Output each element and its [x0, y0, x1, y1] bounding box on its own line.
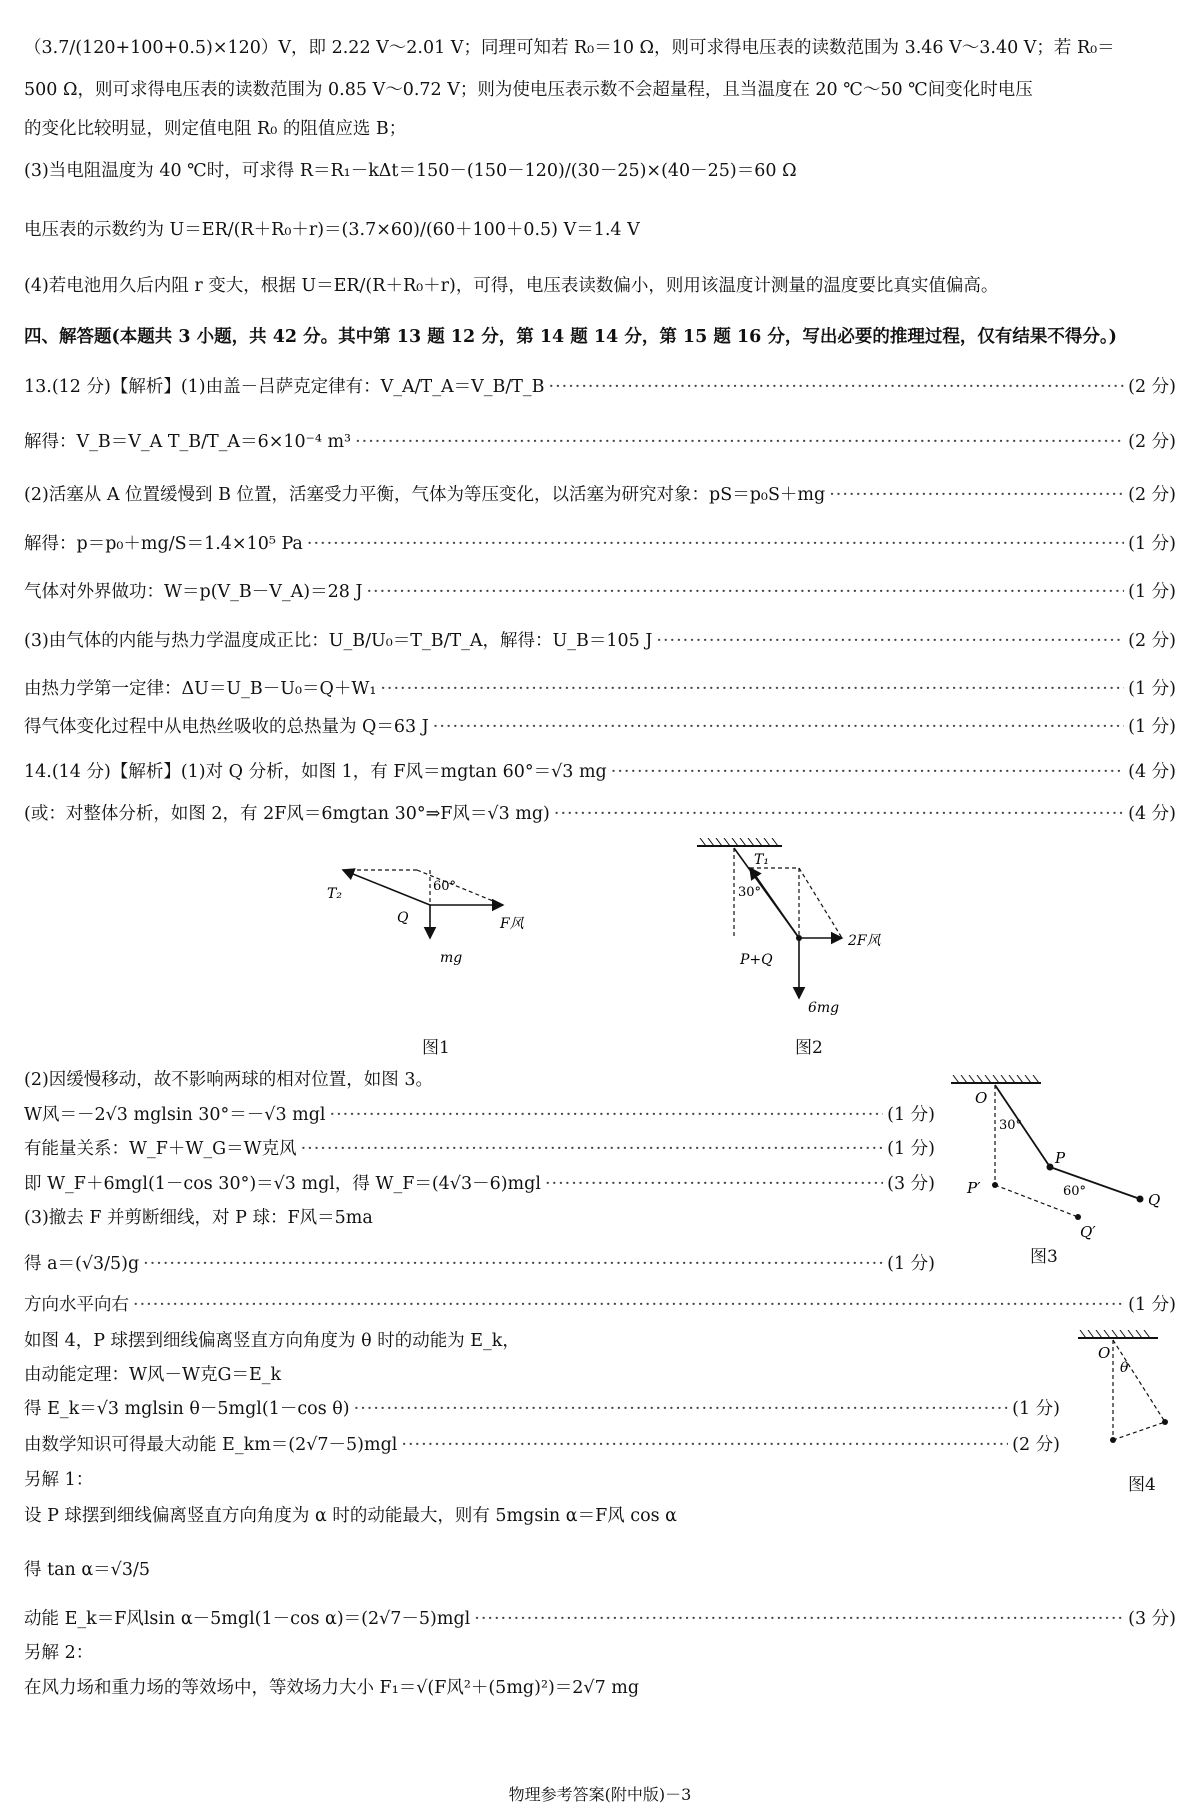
fig1-label-q: Q: [397, 910, 409, 926]
fig1-label-t2: T₂: [327, 886, 342, 902]
fig3-label-angle1: 30°: [999, 1118, 1023, 1133]
answer-text: 得气体变化过程中从电热丝吸收的总热量为 Q＝63 J: [24, 717, 429, 737]
fig3-label-o: O: [975, 1089, 988, 1107]
text-line: 另解 2：: [24, 1643, 94, 1663]
answer-text: 解得：p＝p₀＋mg/S＝1.4×10⁵ Pa: [24, 534, 303, 554]
fig4-label-o: O: [1098, 1344, 1111, 1362]
answer-text: 得 E_k＝√3 mglsin θ－5mgl(1－cos θ): [24, 1399, 350, 1419]
score: (1 分): [1128, 1295, 1176, 1315]
section-heading: 四、解答题(本题共 3 小题，共 42 分。其中第 13 题 12 分，第 14 题 14 分，第 15 题 16 分，写出必要的推理过程，仅有结果不得分。): [24, 327, 1117, 347]
fig1-label-mg: mg: [440, 950, 463, 966]
text-line: (2)因缓慢移动，故不影响两球的相对位置，如图 3。: [24, 1070, 433, 1090]
figure-2-caption: 图2: [795, 1038, 823, 1058]
answer-text: 由热力学第一定律：ΔU＝U_B－U₀＝Q＋W₁: [24, 679, 377, 699]
answer-line: [24, 633, 1176, 651]
answer-line: [24, 1176, 935, 1194]
answer-text: (或：对整体分析，如图 2，有 2F风＝6mgtan 30°⇒F风＝√3 mg): [24, 804, 550, 824]
score: (3 分): [1128, 1609, 1176, 1629]
answer-line: [24, 1297, 1176, 1315]
score: (2 分): [1128, 432, 1176, 452]
answer-line: [24, 681, 1176, 699]
fig2-label-mg: 6mg: [808, 1000, 840, 1016]
answer-line: [24, 764, 1176, 782]
score: (2 分): [1128, 631, 1176, 651]
text-line: 另解 1：: [24, 1470, 94, 1490]
answer-line: [24, 434, 1176, 452]
score: (2 分): [1012, 1435, 1060, 1455]
answer-text: 气体对外界做功：W＝p(V_B－V_A)＝28 J: [24, 582, 363, 602]
score: (1 分): [1012, 1399, 1060, 1419]
answer-line: [24, 487, 1176, 505]
text-line: 得 tan α＝√3/5: [24, 1560, 150, 1580]
fig3-label-angle2: 60°: [1063, 1184, 1087, 1199]
score: (1 分): [1128, 679, 1176, 699]
fig3-label-p: P: [1055, 1149, 1066, 1167]
text-line: 电压表的示数约为 U＝ER/(R＋R₀＋r)＝(3.7×60)/(60＋100＋0.5) V＝1.4 V: [24, 220, 640, 240]
fig3-label-q: Q: [1148, 1191, 1161, 1209]
score: (2 分): [1128, 377, 1176, 397]
answer-line: [24, 1401, 1060, 1419]
fig2-label-t1: T₁: [754, 852, 769, 868]
answer-text: 得 a＝(√3/5)g: [24, 1254, 140, 1274]
answer-text: 13.(12 分)【解析】(1)由盖－吕萨克定律有：V_A/T_A＝V_B/T_B: [24, 377, 545, 397]
figure-1: [325, 840, 545, 970]
answer-text: W风＝－2√3 mglsin 30°＝－√3 mgl: [24, 1105, 326, 1125]
fig3-label-q2: Q′: [1080, 1223, 1096, 1241]
answer-line: [24, 379, 1176, 397]
text-line: 的变化比较明显，则定值电阻 R₀ 的阻值应选 B；: [24, 119, 407, 139]
answer-line: [24, 1437, 1060, 1455]
score: (1 分): [1128, 717, 1176, 737]
answer-text: (2)活塞从 A 位置缓慢到 B 位置，活塞受力平衡，气体为等压变化，以活塞为研究对象：pS＝p₀S＋mg: [24, 485, 826, 505]
text-line: 500 Ω，则可求得电压表的读数范围为 0.85 V～0.72 V；则为使电压表示数不会超量程，且当温度在 20 ℃～50 ℃间变化时电压: [24, 80, 1033, 100]
answer-line: [24, 1256, 935, 1274]
score: (1 分): [887, 1254, 935, 1274]
figure-4: [1060, 1330, 1180, 1455]
figure-3: [945, 1075, 1175, 1250]
answer-line: [24, 719, 1176, 737]
text-line: 设 P 球摆到细线偏离竖直方向角度为 α 时的动能最大，则有 5mgsin α＝F风 cos α: [24, 1506, 677, 1526]
answer-line: [24, 1611, 1176, 1629]
score: (4 分): [1128, 762, 1176, 782]
text-line: 由动能定理：W风－W克G＝E_k: [24, 1365, 282, 1385]
answer-line: [24, 536, 1176, 554]
answer-text: 即 W_F＋6mgl(1－cos 30°)＝√3 mgl，得 W_F＝(4√3－6)mgl: [24, 1174, 541, 1194]
fig2-label-angle: 30°: [738, 885, 762, 900]
answer-text: 14.(14 分)【解析】(1)对 Q 分析，如图 1，有 F风＝mgtan 60°＝√3 mg: [24, 762, 607, 782]
text-line: （3.7/(120+100+0.5)×120）V，即 2.22 V～2.01 V；同理可知若 R₀＝10 Ω，则可求得电压表的读数范围为 3.46 V～3.40 V；若 R₀＝: [24, 38, 1115, 58]
fig1-label-angle: 60°: [433, 879, 457, 894]
figure-2: [692, 838, 902, 1018]
score: (4 分): [1128, 804, 1176, 824]
text-line: (3)撤去 F 并剪断细线，对 P 球：F风＝5ma: [24, 1208, 373, 1228]
answer-text: (3)由气体的内能与热力学温度成正比：U_B/U₀＝T_B/T_A，解得：U_B＝105 J: [24, 631, 653, 651]
score: (3 分): [887, 1174, 935, 1194]
score: (1 分): [1128, 534, 1176, 554]
figure-4-caption: 图4: [1128, 1475, 1156, 1495]
score: (1 分): [887, 1139, 935, 1159]
answer-text: 动能 E_k＝F风lsin α－5mgl(1－cos α)＝(2√7－5)mgl: [24, 1609, 471, 1629]
answer-text: 由数学知识可得最大动能 E_km＝(2√7－5)mgl: [24, 1435, 398, 1455]
answer-text: 有能量关系：W_F＋W_G＝W克风: [24, 1139, 297, 1159]
fig1-label-f: F风: [500, 916, 524, 932]
answer-line: [24, 1141, 935, 1159]
answer-line: [24, 1107, 935, 1125]
figure-3-caption: 图3: [1030, 1247, 1058, 1267]
text-line: (3)当电阻温度为 40 ℃时，可求得 R＝R₁－kΔt＝150－(150－120)/(30－25)×(40－25)＝60 Ω: [24, 161, 797, 181]
answer-line: [24, 584, 1176, 602]
answer-text: 方向水平向右: [24, 1295, 129, 1315]
answer-text: 解得：V_B＝V_A T_B/T_A＝6×10⁻⁴ m³: [24, 432, 352, 452]
fig2-label-f: 2F风: [848, 933, 881, 949]
answer-line: [24, 806, 1176, 824]
fig2-label-pq: P+Q: [740, 952, 773, 968]
page-footer: 物理参考答案(附中版)－3: [508, 1785, 692, 1804]
fig4-label-theta: θ: [1120, 1360, 1129, 1376]
figure-1-caption: 图1: [422, 1038, 450, 1058]
score: (1 分): [1128, 582, 1176, 602]
fig3-label-p2: P′: [967, 1179, 981, 1197]
text-line: 在风力场和重力场的等效场中，等效场力大小 F₁＝√(F风²＋(5mg)²)＝2√7 mg: [24, 1678, 640, 1698]
text-line: 如图 4，P 球摆到细线偏离竖直方向角度为 θ 时的动能为 E_k，: [24, 1331, 520, 1351]
text-line: (4)若电池用久后内阻 r 变大，根据 U＝ER/(R＋R₀＋r)，可得，电压表读数偏小，则用该温度计测量的温度要比真实值偏高。: [24, 276, 999, 296]
score: (1 分): [887, 1105, 935, 1125]
score: (2 分): [1128, 485, 1176, 505]
